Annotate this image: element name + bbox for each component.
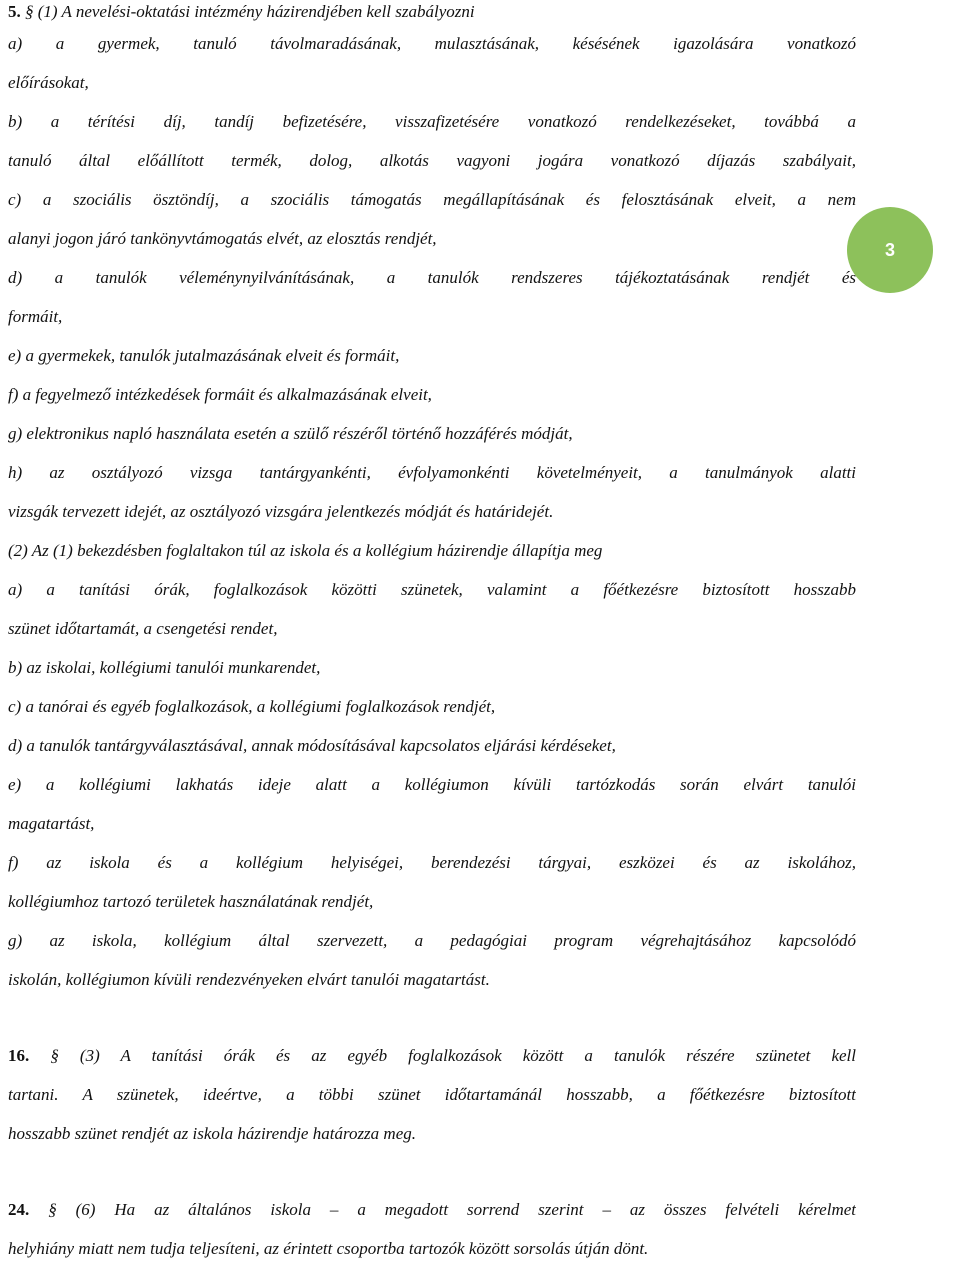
section-5 bbox=[8, 0, 856, 999]
text-line: kollégiumhoz tartozó területek használatának rendjét, bbox=[8, 892, 374, 911]
text-line: előírásokat, bbox=[8, 73, 89, 92]
line-text: § (3) A tanítási órák és az egyéb foglalkozások között a tanulók részére szünetet kell bbox=[50, 1046, 856, 1065]
text-line: szünet időtartamát, a csengetési rendet, bbox=[8, 619, 278, 638]
text-line: alanyi jogon járó tankönyvtámogatás elvét, az elosztás rendjét, bbox=[8, 229, 437, 248]
text-line: tanuló által előállított termék, dolog, alkotás vagyoni jogára vonatkozó díjazás szabályait, bbox=[8, 151, 856, 170]
text-line: c) a szociális ösztöndíj, a szociális támogatás megállapításának és felosztásának elveit, a nem bbox=[8, 190, 856, 209]
text-line: tartani. A szünetek, ideértve, a többi szünet időtartamánál hosszabb, a főétkezésre biztosított bbox=[8, 1085, 856, 1104]
text-line: iskolán, kollégiumon kívüli rendezvényeken elvárt tanulói magatartást. bbox=[8, 970, 490, 989]
section-16 bbox=[8, 1036, 856, 1153]
text-line: f) a fegyelmező intézkedések formáit és alkalmazásának elveit, bbox=[8, 385, 432, 404]
section-number: 16. bbox=[8, 1046, 30, 1065]
text-line: a) a tanítási órák, foglalkozások közötti szünetek, valamint a főétkezésre biztosított hosszabb bbox=[8, 580, 856, 599]
text-line: h) az osztályozó vizsga tantárgyankénti, évfolyamonkénti követelményeit, a tanulmányok alatti bbox=[8, 463, 856, 482]
text-line: b) a térítési díj, tandíj befizetésére, visszafizetésére vonatkozó rendelkezéseket, továbbá a bbox=[8, 112, 856, 131]
line-text: § (6) Ha az általános iskola – a megadott sorrend szerint – az összes felvételi kérelmet bbox=[48, 1200, 856, 1219]
text-line bbox=[8, 0, 856, 24]
section-24 bbox=[8, 1190, 856, 1268]
text-line: e) a kollégiumi lakhatás ideje alatt a kollégiumon kívüli tartózkodás során elvárt tanulói bbox=[8, 775, 856, 794]
text-line: g) az iskola, kollégium által szervezett, a pedagógiai program végrehajtásához kapcsolódó bbox=[8, 931, 856, 950]
section-number: 5. bbox=[8, 2, 21, 21]
text-line bbox=[8, 1190, 856, 1229]
text-line: formáit, bbox=[8, 307, 63, 326]
text-line: d) a tanulók véleménynyilvánításának, a tanulók rendszeres tájékoztatásának rendjét és bbox=[8, 268, 856, 287]
paragraph-gap bbox=[8, 1153, 856, 1190]
text-line: (2) Az (1) bekezdésben foglaltakon túl az iskola és a kollégium házirendje állapítja meg bbox=[8, 541, 603, 560]
section-number: 24. bbox=[8, 1200, 30, 1219]
text-line: g) elektronikus napló használata esetén a szülő részéről történő hozzáférés módját, bbox=[8, 424, 573, 443]
text-line bbox=[8, 1036, 856, 1075]
text-line: hosszabb szünet rendjét az iskola házirendje határozza meg. bbox=[8, 1124, 416, 1143]
document-page bbox=[8, 0, 856, 1268]
page-number-badge: 3 bbox=[847, 207, 933, 293]
text-line: b) az iskolai, kollégiumi tanulói munkarendet, bbox=[8, 658, 321, 677]
text-line: d) a tanulók tantárgyválasztásával, annak módosításával kapcsolatos eljárási kérdéseket, bbox=[8, 736, 616, 755]
text-line: vizsgák tervezett idejét, az osztályozó vizsgára jelentkezés módját és határidejét. bbox=[8, 502, 554, 521]
text-line: a) a gyermek, tanuló távolmaradásának, mulasztásának, késésének igazolására vonatkozó bbox=[8, 34, 856, 53]
line-text: § (1) A nevelési-oktatási intézmény házirendjében kell szabályozni bbox=[25, 2, 475, 21]
text-line: c) a tanórai és egyéb foglalkozások, a kollégiumi foglalkozások rendjét, bbox=[8, 697, 496, 716]
text-line: helyhiány miatt nem tudja teljesíteni, az érintett csoportba tartozók között sorsolás útján dönt. bbox=[8, 1239, 649, 1258]
text-line: e) a gyermekek, tanulók jutalmazásának elveit és formáit, bbox=[8, 346, 400, 365]
paragraph-gap bbox=[8, 999, 856, 1036]
text-line: magatartást, bbox=[8, 814, 95, 833]
text-line: f) az iskola és a kollégium helyiségei, berendezési tárgyai, eszközei és az iskolához, bbox=[8, 853, 856, 872]
